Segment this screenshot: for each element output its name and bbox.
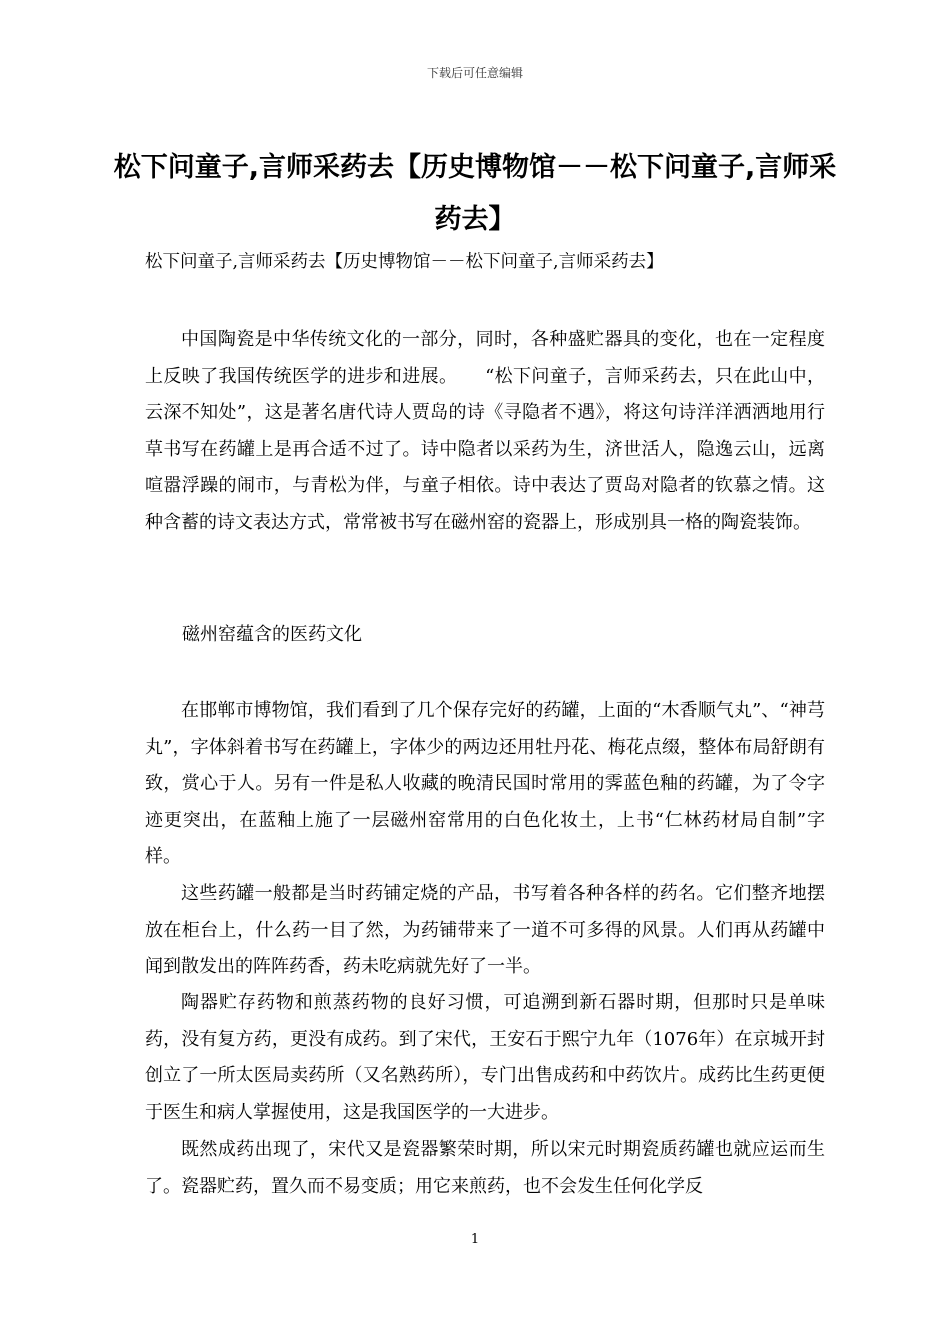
paragraph: 中国陶瓷是中华传统文化的一部分，同时，各种盛贮器具的变化，也在一定程度上反映了我国传统医学的进步和进展。 “松下问童子，言师采药去，只在此山中，云深不知处”，这是著名唐代诗人贾岛的诗《寻隐者不遇》，将这句诗洋洋洒洒地用行草书写在药罐上是再合适不过了。诗中隐者以采药为生，济世活人，隐逸云山，远离喧嚣浮躁的闹市，与青松为伴，与童子相依。诗中表达了贾岛对隐者的钦慕之情。这种含蓄的诗文表达方式，常常被书写在磁州窑的瓷器上，形成别具一格的陶瓷装饰。 [145,329,825,533]
page-number: 1 [470,1232,480,1247]
paragraph: 在邯郸市博物馆，我们看到了几个保存完好的药罐，上面的“木香顺气丸”、“神芎丸”，字体斜着书写在药罐上，字体少的两边还用牡丹花、梅花点缀，整体布局舒朗有致，赏心于人。另有一件是私人收藏的晚清民国时常用的霁蓝色釉的药罐，为了令字迹更突出，在蓝釉上施了一层磁州窑常用的白色化妆土，上书“仁林药材局自制”字样。 [145,700,825,867]
paragraph: 陶器贮存药物和煎蒸药物的良好习惯，可追溯到新石器时期，但那时只是单味药，没有复方药，更没有成药。到了宋代，王安石于熙宁九年（1076年）在京城开封创立了一所太医局卖药所（又名熟药所），专门出售成药和中药饮片。成药比生药更便于医生和病人掌握使用，这是我国医学的一大进步。 [145,992,825,1123]
section-heading: 磁州窑蕴含的医药文化 [182,624,362,645]
header-note: 下载后可任意编辑 [426,66,523,80]
document-subtitle: 松下问童子,言师采药去【历史博物馆－－松下问童子,言师采药去】 [145,252,664,272]
paragraph: 这些药罐一般都是当时药铺定烧的产品，书写着各种各样的药名。它们整齐地摆放在柜台上，什么药一目了然，为药铺带来了一道不可多得的风景。人们再从药罐中闻到散发出的阵阵药香，药未吃病就先好了一半。 [145,883,825,977]
paragraph: 既然成药出现了，宋代又是瓷器繁荣时期，所以宋元时期瓷质药罐也就应运而生了。瓷器贮药，置久而不易变质；用它来煎药，也不会发生任何化学反 [145,1139,825,1197]
document-title: 松下问童子,言师采药去【历史博物馆－－松下问童子,言师采药去】 [113,152,837,235]
